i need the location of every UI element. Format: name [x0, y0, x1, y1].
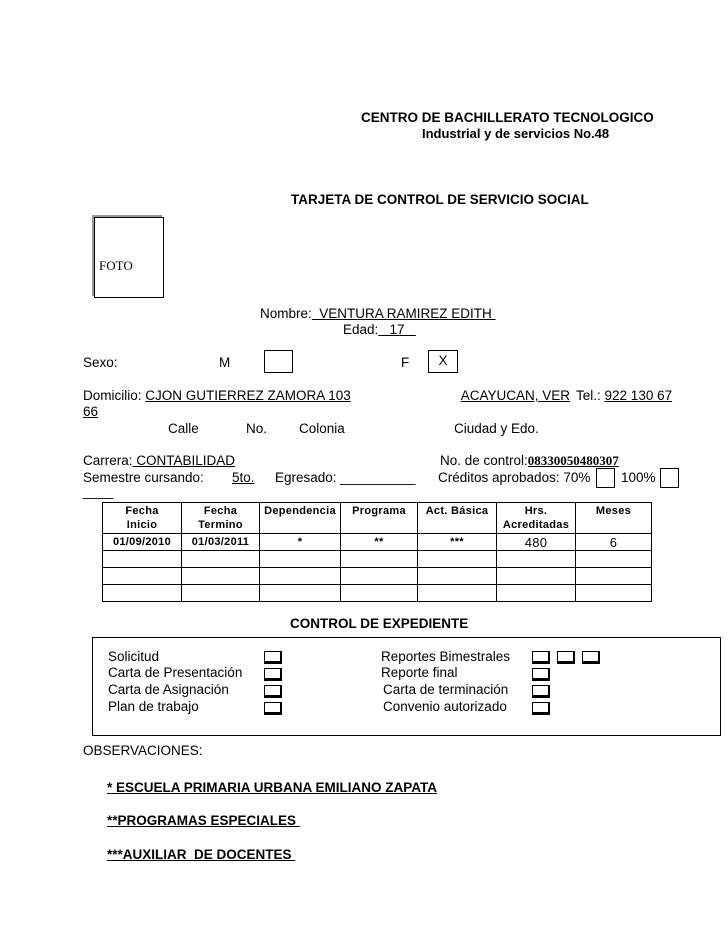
phone-label: Tel.:: [576, 388, 601, 403]
header-cell: Hrs. Acreditadas: [497, 503, 576, 534]
checkbox-carta-terminacion[interactable]: [532, 685, 550, 698]
table-row: [103, 551, 652, 568]
sex-label: Sexo:: [83, 355, 118, 370]
observations-title: OBSERVACIONES:: [83, 743, 203, 758]
sex-f-label: F: [401, 355, 410, 370]
doc-item-label: Convenio autorizado: [383, 699, 507, 714]
sex-f-box[interactable]: X: [428, 350, 458, 373]
header-cell: Act. Básica: [418, 503, 497, 534]
checkbox-solicitud[interactable]: [264, 651, 282, 664]
table-row: [103, 568, 652, 585]
cell-hours: 480: [497, 534, 576, 551]
header-cell: Dependencia: [260, 503, 341, 534]
sex-m-label: M: [219, 355, 231, 370]
control-number: 08330050480307: [527, 453, 619, 468]
table-row: [103, 585, 652, 602]
phone-value: 922 130 67: [604, 388, 673, 403]
credits-label: Créditos aprobados: 70%: [438, 470, 591, 485]
age-row: [343, 322, 416, 337]
checkbox-reporte-final[interactable]: [532, 668, 550, 681]
age-value: 17: [378, 322, 416, 337]
name-value: VENTURA RAMIREZ EDITH: [311, 306, 496, 321]
header-cell: Programa: [341, 503, 418, 534]
credits-100-label: 100%: [621, 470, 656, 485]
control-label: No. de control:: [440, 453, 528, 468]
school-subtitle: Industrial y de servicios No.48: [422, 126, 610, 141]
observation-line-1: * ESCUELA PRIMARIA URBANA EMILIANO ZAPATA: [107, 780, 437, 795]
observation-line-3: ***AUXILIAR DE DOCENTES: [107, 847, 296, 862]
photo-label: FOTO: [99, 258, 133, 273]
school-name: CENTRO DE BACHILLERATO TECNOLOGICO: [361, 110, 654, 125]
checkbox-carta-asignacion[interactable]: [264, 685, 282, 698]
header-cell: Fecha Inicio: [103, 503, 182, 534]
doc-item-label: Plan de trabajo: [108, 699, 199, 714]
checkbox-convenio[interactable]: [532, 702, 550, 715]
checkbox-carta-presentacion[interactable]: [264, 668, 282, 681]
header-cell: Fecha Termino: [182, 503, 260, 534]
cell-start-date: 01/09/2010: [103, 534, 182, 551]
hint-city: Ciudad y Edo.: [454, 421, 539, 436]
credits-100-box[interactable]: [660, 468, 679, 488]
career-label: Carrera:: [83, 453, 133, 468]
checkbox-reporte-bimestral-3[interactable]: [582, 651, 600, 664]
career-value: CONTABILIDAD: [132, 453, 236, 468]
hint-street: Calle: [168, 421, 199, 436]
doc-item-label: Carta de terminación: [383, 682, 509, 697]
hint-colonia: Colonia: [299, 421, 345, 436]
doc-item-label: Reporte final: [381, 665, 458, 680]
semester-label: Semestre cursando:: [83, 470, 204, 485]
city-value: ACAYUCAN, VER: [460, 388, 570, 403]
expediente-title: CONTROL DE EXPEDIENTE: [290, 616, 469, 631]
graduated-label: Egresado: __________: [275, 470, 416, 485]
checkbox-plan-trabajo[interactable]: [264, 702, 282, 715]
address-value: CJON GUTIERREZ ZAMORA 103: [145, 388, 351, 403]
phone-row: [576, 388, 672, 403]
age-label: Edad:: [343, 322, 379, 337]
table-header-row: [103, 503, 652, 534]
doc-item-label: Carta de Asignación: [108, 682, 229, 697]
address-label: Domicilio:: [83, 388, 142, 403]
control-row: [440, 453, 619, 469]
observation-line-2: **PROGRAMAS ESPECIALES: [107, 813, 300, 828]
doc-item-label: Carta de Presentación: [108, 665, 243, 680]
photo-placeholder: [94, 217, 164, 298]
doc-item-label: Solicitud: [108, 649, 160, 664]
service-table: [102, 502, 652, 602]
header-cell: Meses: [576, 503, 652, 534]
cell-end-date: 01/03/2011: [182, 534, 260, 551]
doc-item-label: Reportes Bimestrales: [381, 649, 511, 664]
hint-number: No.: [246, 421, 268, 436]
career-row: [83, 453, 323, 468]
address-row: [83, 388, 351, 403]
sex-m-box[interactable]: [264, 350, 293, 373]
semester-value: 5to.: [232, 470, 255, 485]
name-label: Nombre:: [260, 306, 312, 321]
cell-program: **: [341, 534, 418, 551]
name-row: [260, 306, 496, 321]
cell-activity: ***: [418, 534, 497, 551]
cell-months: 6: [576, 534, 652, 551]
phone-value-continued: 66: [83, 404, 99, 419]
checkbox-reporte-bimestral-2[interactable]: [557, 651, 575, 664]
trailing-line: ____: [83, 484, 114, 499]
credits-70-box[interactable]: [596, 468, 615, 488]
table-row: [103, 534, 652, 551]
checkbox-reporte-bimestral-1[interactable]: [532, 651, 550, 664]
card-title: TARJETA DE CONTROL DE SERVICIO SOCIAL: [291, 192, 589, 207]
cell-dependency: *: [260, 534, 341, 551]
